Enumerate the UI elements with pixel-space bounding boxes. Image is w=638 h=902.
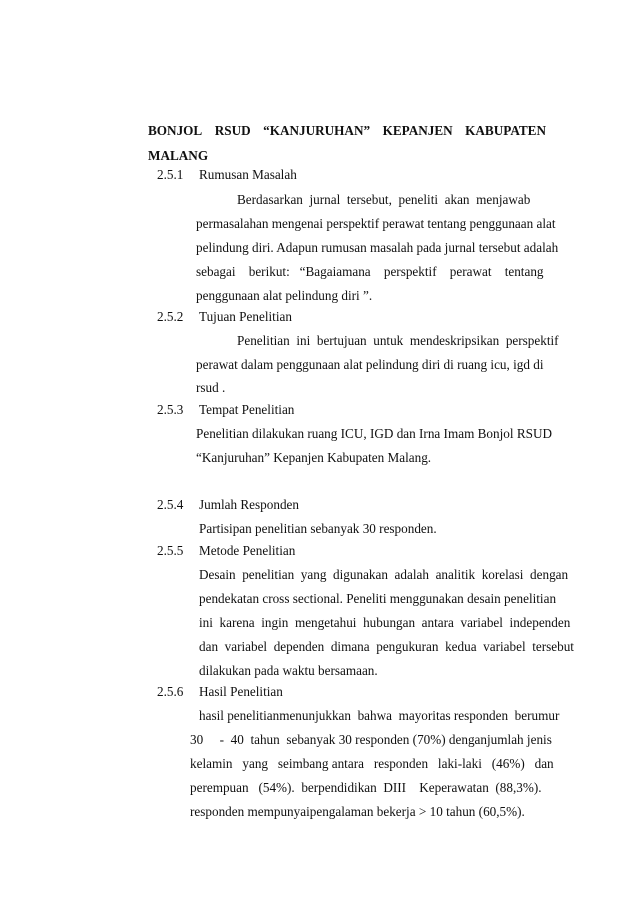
paragraph-line: ini karena ingin mengetahui hubungan antara variabel independen: [199, 615, 571, 630]
section-title: Tempat Penelitian: [199, 402, 295, 417]
paragraph-line: kelamin yang seimbang antara responden laki-laki (46%) dan: [190, 756, 554, 771]
section-number: 2.5.6: [157, 684, 184, 699]
paragraph-line: penggunaan alat pelindung diri ”.: [196, 288, 373, 303]
paragraph-line: dilakukan pada waktu bersamaan.: [199, 663, 378, 678]
heading-word: KEPANJEN: [382, 123, 453, 138]
section-title: Hasil Penelitian: [199, 684, 283, 699]
paragraph-line: perempuan (54%). berpendidikan DIII Keperawatan (88,3%).: [190, 780, 542, 795]
heading-line-2: MALANG: [148, 148, 209, 163]
paragraph-line: hasil penelitianmenunjukkan bahwa mayoritas responden berumur: [199, 708, 560, 723]
section-number: 2.5.3: [157, 402, 184, 417]
heading-line-1: [148, 124, 546, 137]
paragraph-line: Berdasarkan jurnal tersebut, peneliti akan menjawab: [237, 192, 531, 207]
paragraph-line: 30 - 40 tahun sebanyak 30 responden (70%) denganjumlah jenis: [190, 732, 552, 747]
heading-word: BONJOL: [148, 123, 203, 138]
paragraph-line: Desain penelitian yang digunakan adalah analitik korelasi dengan: [199, 567, 569, 582]
paragraph-line: pelindung diri. Adapun rumusan masalah pada jurnal tersebut adalah: [196, 240, 559, 255]
section-title: Metode Penelitian: [199, 543, 296, 558]
paragraph-line: rsud .: [196, 380, 226, 395]
heading-word: KABUPATEN: [465, 123, 546, 138]
heading-word: “KANJURUHAN”: [263, 123, 371, 138]
paragraph-line: responden mempunyaipengalaman bekerja > 10 tahun (60,5%).: [190, 804, 525, 819]
paragraph-line: dan variabel dependen dimana pengukuran kedua variabel tersebut: [199, 639, 574, 654]
paragraph-line: Partisipan penelitian sebanyak 30 responden.: [199, 521, 437, 536]
paragraph-line: Penelitian ini bertujuan untuk mendeskripsikan perspektif: [237, 333, 559, 348]
paragraph-line: “Kanjuruhan” Kepanjen Kabupaten Malang.: [196, 450, 432, 465]
section-title: Jumlah Responden: [199, 497, 299, 512]
paragraph-line: sebagai berikut: “Bagaiamana perspektif perawat tentang: [196, 264, 544, 279]
section-title: Rumusan Masalah: [199, 167, 297, 182]
section-title: Tujuan Penelitian: [199, 309, 292, 324]
paragraph-line: pendekatan cross sectional. Peneliti menggunakan desain penelitian: [199, 591, 557, 606]
heading-word: RSUD: [214, 123, 251, 138]
section-number: 2.5.2: [157, 309, 184, 324]
paragraph-line: Penelitian dilakukan ruang ICU, IGD dan Irna Imam Bonjol RSUD: [196, 426, 552, 441]
paragraph-line: perawat dalam penggunaan alat pelindung diri di ruang icu, igd di: [196, 357, 544, 372]
section-number: 2.5.5: [157, 543, 184, 558]
paragraph-line: permasalahan mengenai perspektif perawat tentang penggunaan alat: [196, 216, 556, 231]
section-number: 2.5.4: [157, 497, 184, 512]
section-number: 2.5.1: [157, 167, 184, 182]
